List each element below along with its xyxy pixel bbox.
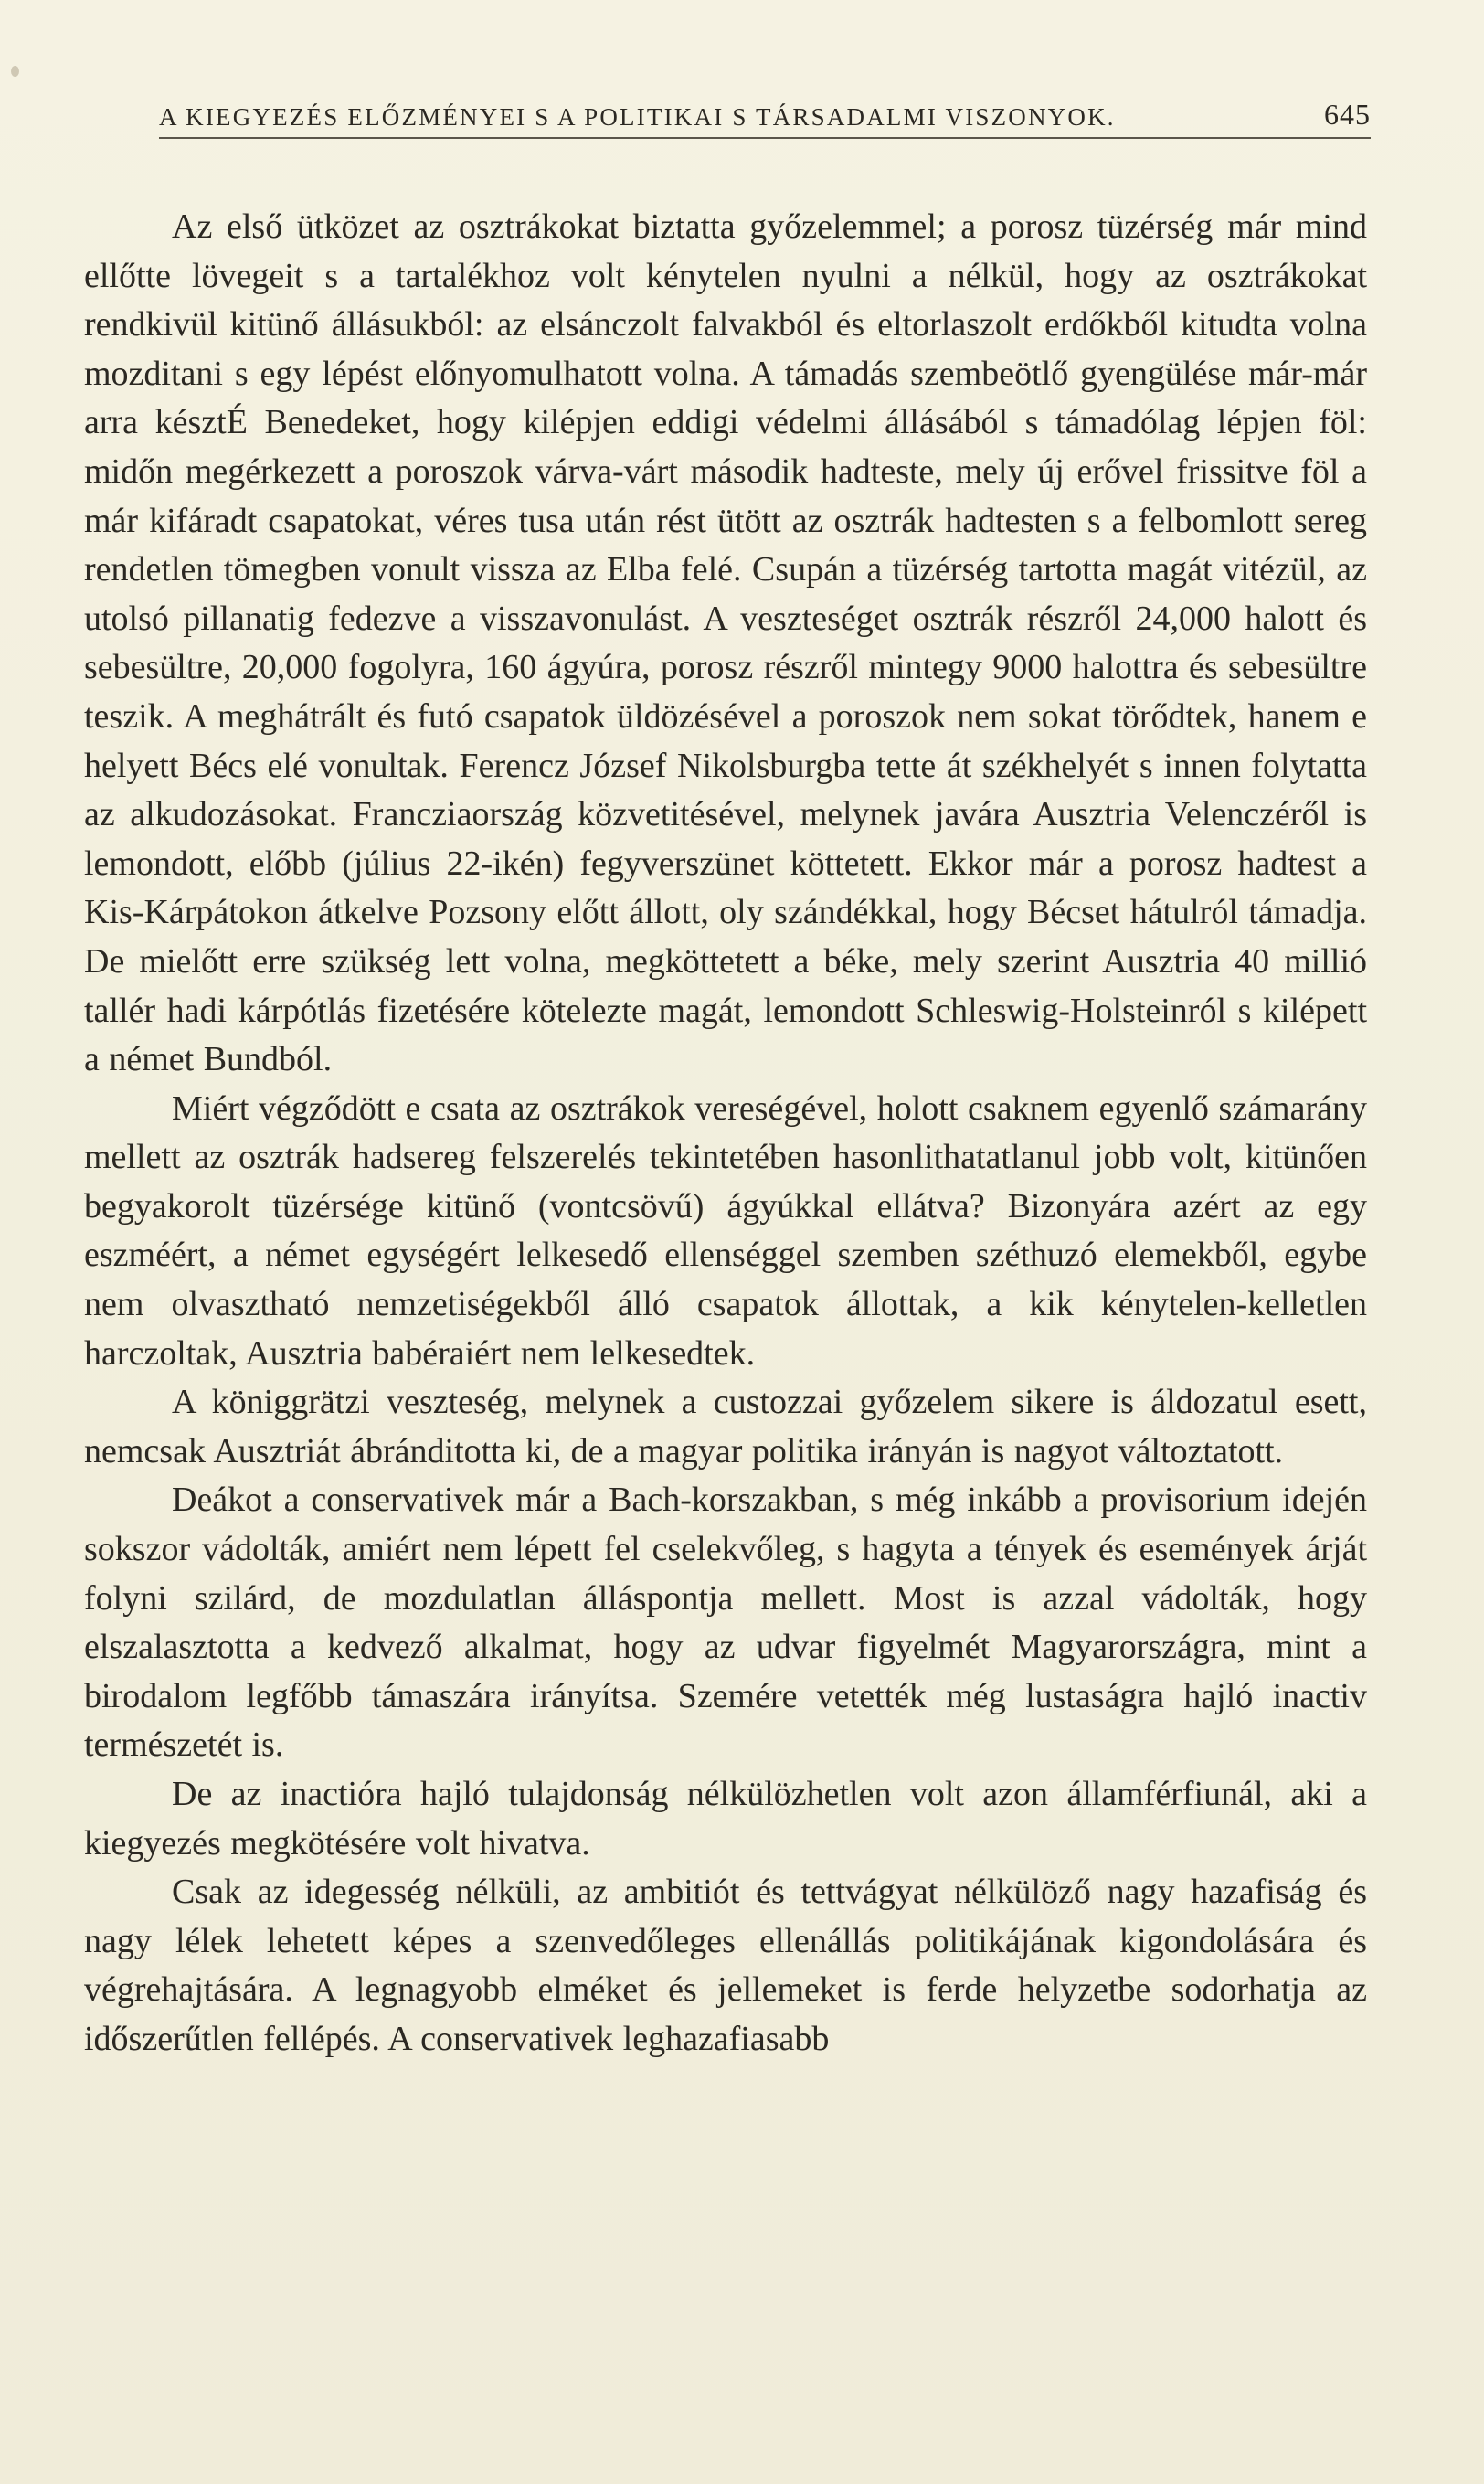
running-header bbox=[159, 95, 1371, 139]
paragraph-4: Deákot a conservativek már a Bach-korszakban, s még inkább a provisorium idején sokszor vádolták, amiért nem lépett fel cselekvőleg, s hagyta a tények és események árját folyni szilárd, de mozdulatlan álláspontja mellett. Most is azzal vádolták, hogy elszalasztotta a kedvező alkalmat, hogy az udvar figyelmét Magyarországra, mint a birodalom legfőbb támaszára irányítsa. Szemére vetették még lustaságra hajló inactiv természetét is. bbox=[84, 1481, 1367, 1765]
running-title: A KIEGYEZÉS ELŐZMÉNYEI S A POLITIKAI S TÁRSADALMI VISZONYOK. bbox=[159, 103, 1116, 131]
text-body bbox=[84, 203, 1367, 2065]
paragraph-1: Az első ütközet az osztrákokat biztatta győzelemmel; a porosz tüzérség már mind ellőtte lövegeit s a tartalékhoz volt kénytelen nyulni a nélkül, hogy az osztrákokat rendkivül kitünő állásukból: az elsánczolt falvakból és eltorlaszolt erdőkből kitudta volna mozditani s egy lépést előnyomulhatott volna. A támadás szembeötlő gyengülése már-már arra késztÉ Benedeket, hogy kilépjen eddigi védelmi állásából s támadólag lépjen föl: midőn megérkezett a poroszok várva-várt második hadteste, mely új erővel frissitve föl a már kifáradt csapatokat, véres tusa után rést ütött az osztrák hadtesten s a felbomlott sereg rendetlen tömegben vonult vissza az Elba felé. Csupán a tüzérség tartotta magát vitézül, az utolsó pillanatig fedezve a visszavonulást. A veszteséget osztrák részről 24,000 halott és sebesültre, 20,000 fogolyra, 160 ágyúra, porosz részről mintegy 9000 halottra és sebesültre teszik. A meghátrált és futó csapatok üldözésével a poroszok nem sokat törődtek, hanem e helyett Bécs elé vonultak. Ferencz József Nikolsburgba tette át székhelyét s innen folytatta az alkudozásokat. Francziaország közvetitésével, melynek javára Ausztria Velenczéről is lemondott, előbb (július 22-ikén) fegyverszünet köttetett. Ekkor már a porosz hadtest a Kis-Kárpátokon átkelve Pozsony előtt állott, oly szándékkal, hogy Bécset hátulról támadja. De mielőtt erre szükség lett volna, megköttetett a béke, mely szerint Ausztria 40 millió tallér hadi kárpótlás fizetésére kötelezte magát, lemondott Schleswig-Holsteinról s kilépett a német Bundból. bbox=[84, 207, 1367, 1079]
page-speck bbox=[11, 66, 19, 77]
paragraph-2: Miért végződött e csata az osztrákok vereségével, holott csaknem egyenlő számarány mellett az osztrák hadsereg felszerelés tekintetében hasonlithatatlanul jobb volt, kitünően begyakorolt tüzérsége kitünő (vontcsövű) ágyúkkal ellátva? Bizonyára azért az egy eszméért, a német egységért lelkesedő ellenséggel szemben széthuzó elemekből, egybe nem olvasztható nemzetiségekből álló csapatok állottak, a kik kénytelen-kelletlen harczoltak, Ausztria babéraiért nem lelkesedtek. bbox=[84, 1088, 1367, 1373]
paragraph-3: A königgrätzi veszteség, melynek a custozzai győzelem sikere is áldozatul esett, nemcsak Ausztriát ábránditotta ki, de a magyar politika irányán is nagyot változtatott. bbox=[84, 1383, 1367, 1470]
paragraph-6: Csak az idegesség nélküli, az ambitiót és tettvágyat nélkülöző nagy hazafiság és nagy lélek lehetett képes a szenvedőleges ellenállás politikájának kigondolására és végrehajtására. A legnagyobb elméket és jellemeket is ferde helyzetbe sodorhatja az időszerűtlen fellépés. A conservativek leghazafiasabb bbox=[84, 1873, 1367, 2058]
page-number: 645 bbox=[1324, 98, 1371, 131]
paragraph-5: De az inactióra hajló tulajdonság nélkülözhetlen volt azon államférfiunál, aki a kiegyezés megkötésére volt hivatva. bbox=[84, 1775, 1367, 1863]
